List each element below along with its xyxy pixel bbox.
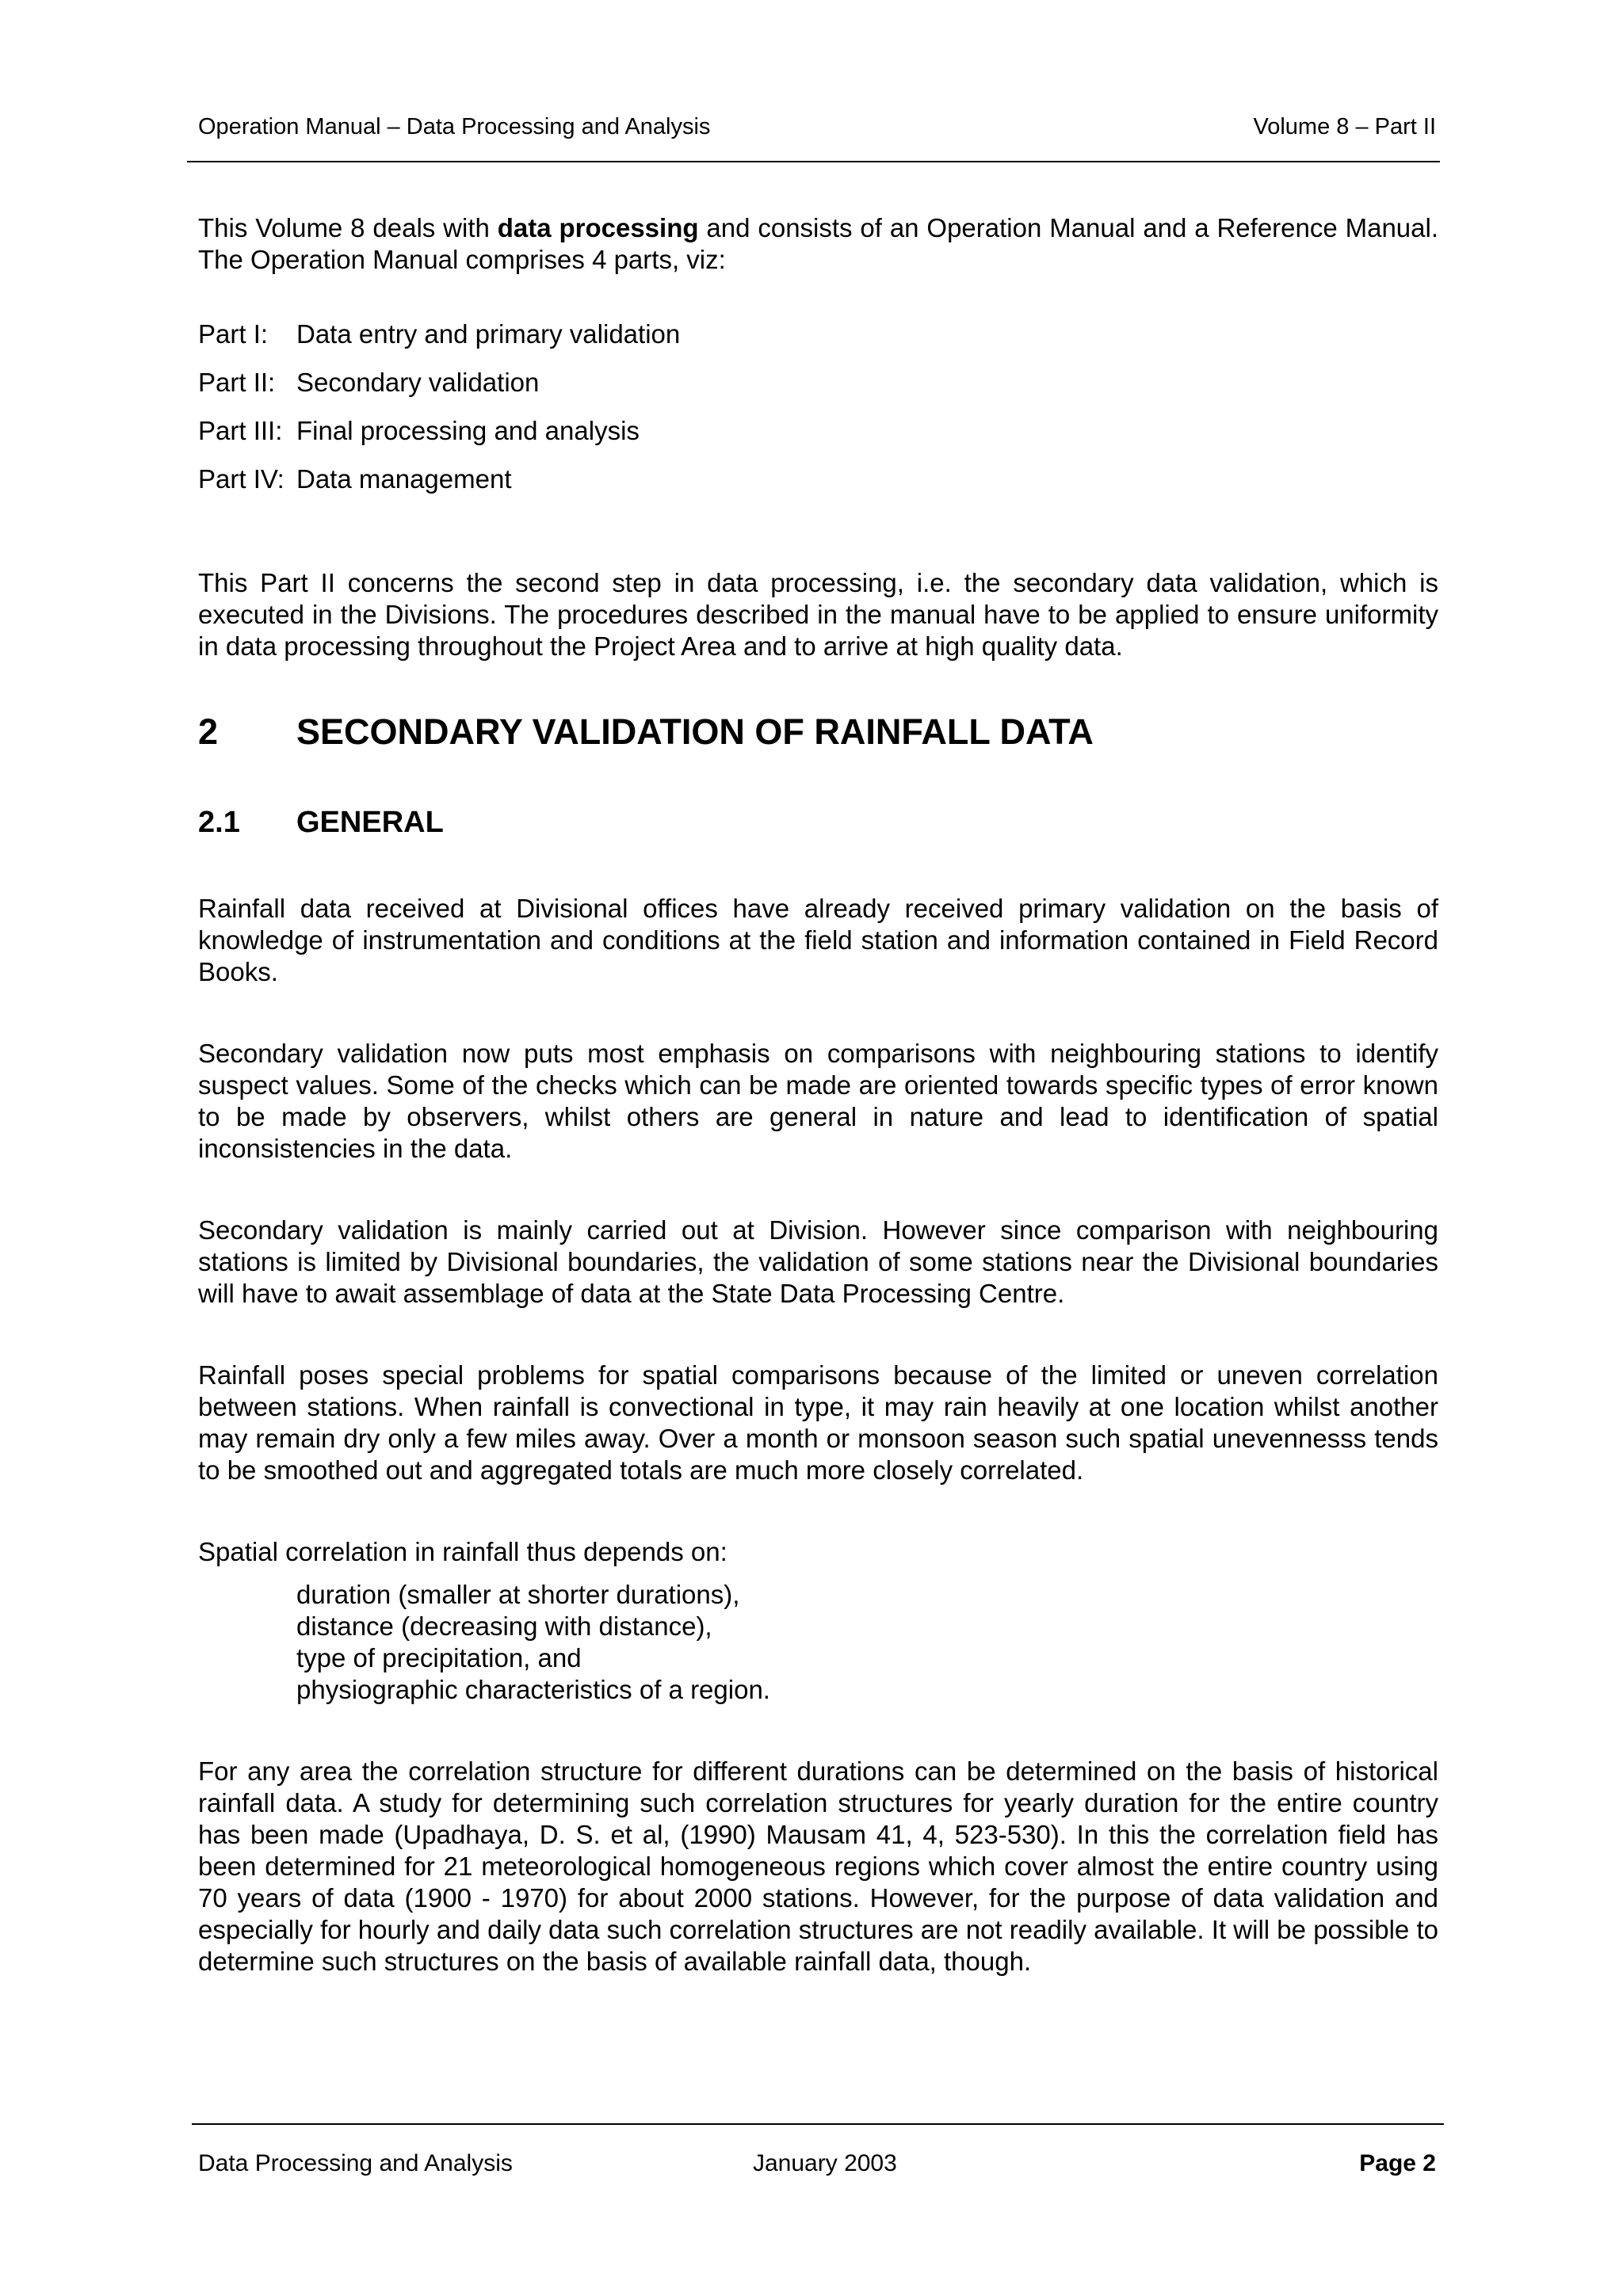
part-label: Part II: <box>198 368 276 397</box>
intro-bold-term: data processing <box>497 213 699 242</box>
paragraph-secondary-validation: Secondary validation now puts most emphasis on comparisons with neighbouring stations to identify suspect values. Some of the checks which can be made are oriented towards specific types of error known to be made by observers, whilst others are general in nature and lead to identification of spatial inconsistencies in the data. <box>198 1039 1438 1163</box>
paragraph-division: Secondary validation is mainly carried out at Division. However since comparison with neighbouring stations is limited by Divisional boundaries, the validation of some stations near the Divisional boundaries will have to await assemblage of data at the State Data Processing Centre. <box>198 1215 1438 1308</box>
part-list-item <box>198 463 512 495</box>
intro-text-after: and consists of an Operation Manual and a Reference Manual. The Operation Manual comprises 4 parts, viz: <box>198 213 1439 274</box>
paragraph-primary-validation: Rainfall data received at Divisional offices have already received primary validation on the basis of knowledge of instrumentation and conditions at the field station and information contained in Field Record Books. <box>198 894 1438 986</box>
part-title: Data management <box>296 464 512 494</box>
part-title: Secondary validation <box>296 368 540 397</box>
list-item: duration (smaller at shorter durations), <box>296 1580 740 1609</box>
section-title: SECONDARY VALIDATION OF RAINFALL DATA <box>296 711 1094 752</box>
part-label: Part III: <box>198 416 283 445</box>
header-volume: Volume 8 – Part II <box>1253 114 1436 139</box>
section-number: 2 <box>198 711 219 752</box>
footer-divider <box>192 2123 1444 2125</box>
part-concern-paragraph: This Part II concerns the second step in data processing, i.e. the secondary data validation, which is executed in the Divisions. The procedures described in the manual have to be applied to ensure uniformity in data processing throughout the Project Area and to arrive at high quality data. <box>198 568 1438 661</box>
part-title: Final processing and analysis <box>296 416 640 445</box>
subsection-title: GENERAL <box>296 806 444 839</box>
list-item: type of precipitation, and <box>296 1643 582 1672</box>
part-list-item <box>198 415 640 447</box>
paragraph-correlation-structure: For any area the correlation structure for different durations can be determined on the basis of historical rainfall data. A study for determining such correlation structures for yearly duration for the entire country has been made (Upadhaya, D. S. et al, (1990) Mausam 41, 4, 523-530). In this the correlation field has been determined for 21 meteorological homogeneous regions which cover almost the entire country using 70 years of data (1900 - 1970) for about 2000 stations. However, for the purpose of data validation and especially for hourly and daily data such correlation structures are not readily available. It will be possible to determine such structures on the basis of available rainfall data, though. <box>198 1756 1438 1976</box>
part-list-item <box>198 367 539 399</box>
section-heading <box>198 711 1094 753</box>
dependency-list <box>296 1579 770 1706</box>
header-title: Operation Manual – Data Processing and Analysis <box>198 114 711 139</box>
page-number: Page 2 <box>1359 2150 1436 2176</box>
intro-text-before: This Volume 8 deals with <box>198 213 498 242</box>
part-label: Part I: <box>198 319 269 349</box>
part-label: Part IV: <box>198 464 285 494</box>
intro-paragraph <box>198 212 1438 276</box>
paragraph-spatial-correlation: Spatial correlation in rainfall thus depends on: <box>198 1537 727 1566</box>
part-title: Data entry and primary validation <box>296 319 681 349</box>
list-item: physiographic characteristics of a region. <box>296 1675 770 1704</box>
part-list-item <box>198 318 680 350</box>
header-divider <box>187 161 1440 162</box>
subsection-number: 2.1 <box>198 806 240 839</box>
footer-date: January 2003 <box>753 2150 897 2176</box>
subsection-heading <box>198 806 444 840</box>
paragraph-rainfall-problems: Rainfall poses special problems for spatial comparisons because of the limited or uneven correlation between stations. When rainfall is convectional in type, it may rain heavily at one location whilst another may remain dry only a few miles away. Over a month or monsoon season such spatial unevennesss tends to be smoothed out and aggregated totals are much more closely correlated. <box>198 1360 1438 1485</box>
list-item: distance (decreasing with distance), <box>296 1611 712 1641</box>
footer-title: Data Processing and Analysis <box>198 2150 513 2176</box>
